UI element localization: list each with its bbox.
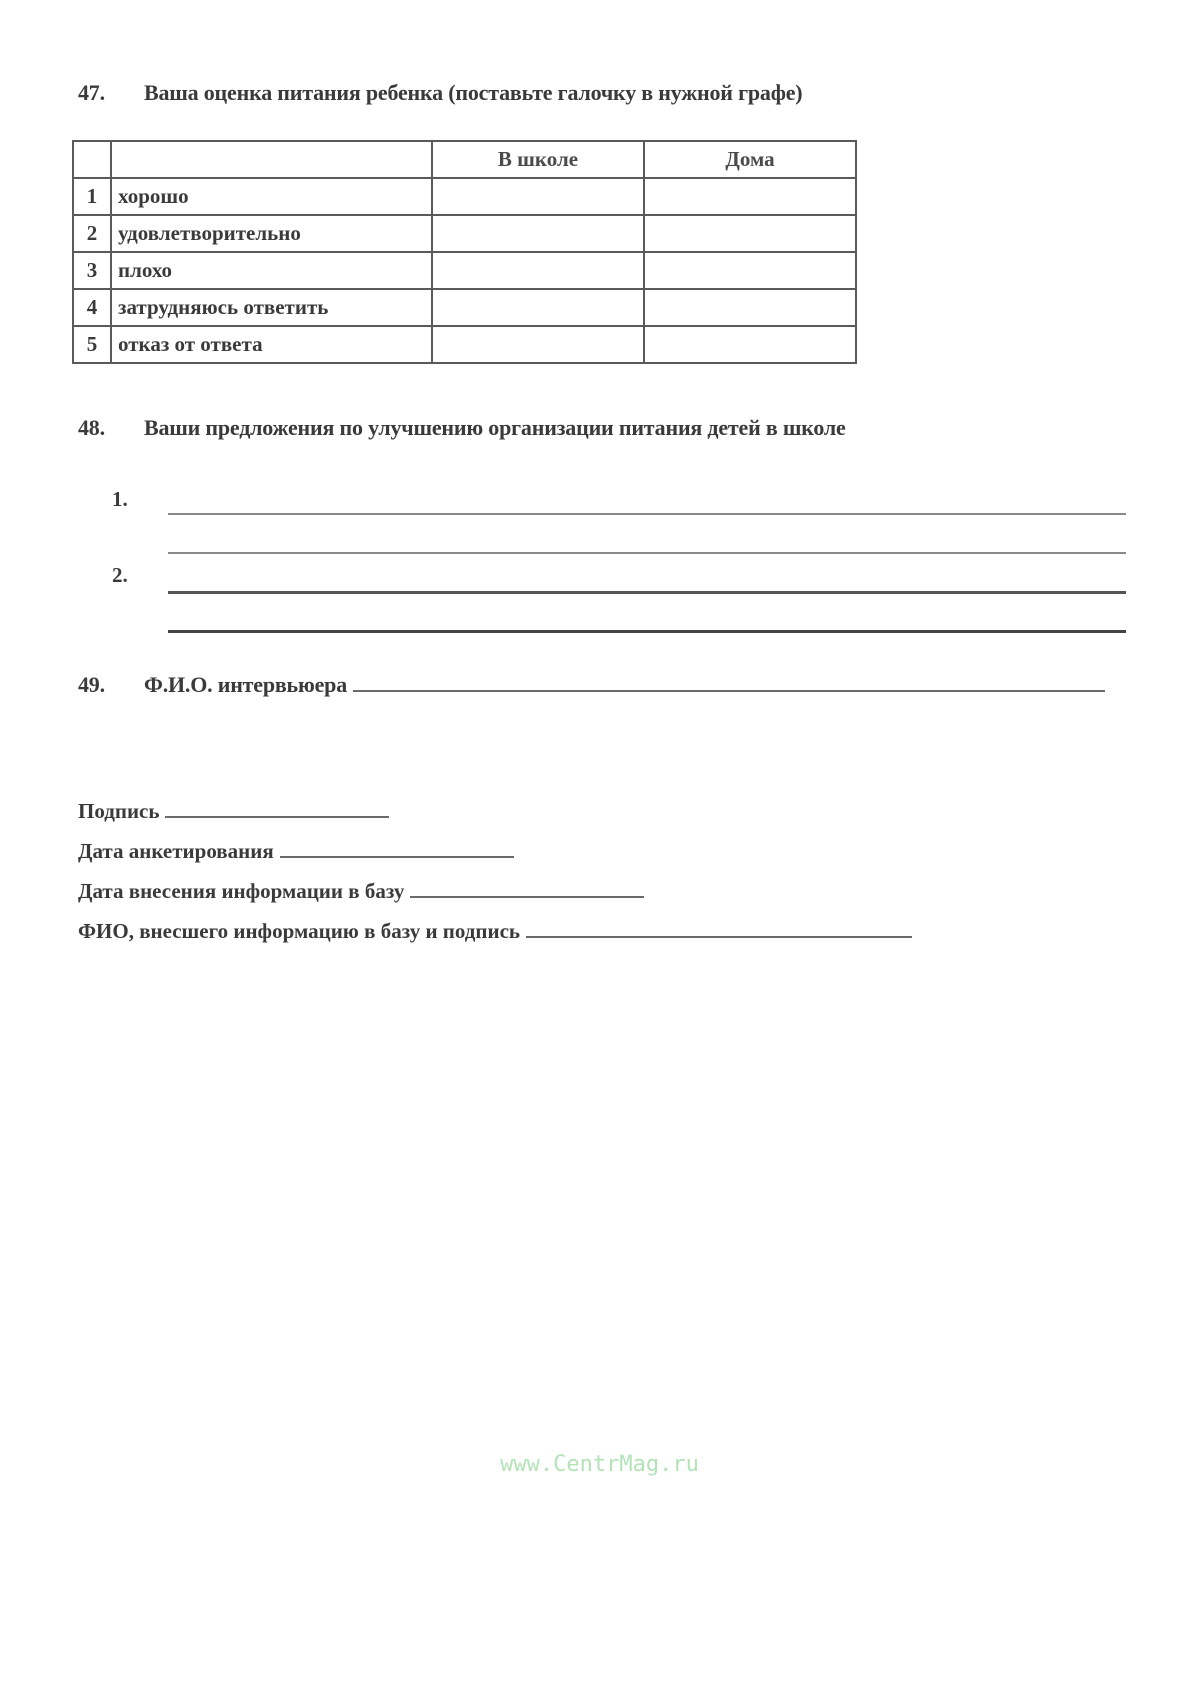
checkbox-cell-school[interactable] bbox=[432, 326, 644, 363]
survey-date-label: Дата анкетирования bbox=[78, 839, 274, 863]
watermark: www.CentrMag.ru bbox=[500, 1452, 699, 1477]
signature-label: Подпись bbox=[78, 799, 160, 823]
row-number: 4 bbox=[73, 289, 111, 326]
entry-date-label: Дата внесения информации в базу bbox=[78, 879, 405, 903]
header-num bbox=[73, 141, 111, 178]
row-number: 2 bbox=[73, 215, 111, 252]
interviewer-name-field[interactable] bbox=[353, 672, 1105, 692]
suggestion-1-line-1[interactable] bbox=[168, 513, 1126, 515]
suggestion-2-line-2[interactable] bbox=[168, 630, 1126, 633]
signature-row bbox=[78, 798, 389, 824]
checkbox-cell-school[interactable] bbox=[432, 178, 644, 215]
table-row bbox=[73, 215, 856, 252]
table-header-row bbox=[73, 141, 856, 178]
row-number: 5 bbox=[73, 326, 111, 363]
table-row bbox=[73, 178, 856, 215]
question-text: Ваша оценка питания ребенка (поставьте галочку в нужной графе) bbox=[144, 80, 803, 105]
suggestion-1-line-2[interactable] bbox=[168, 552, 1126, 554]
question-47-heading bbox=[78, 80, 802, 106]
entered-by-field[interactable] bbox=[526, 918, 912, 938]
entry-date-field[interactable] bbox=[410, 878, 644, 898]
header-at-home: Дома bbox=[644, 141, 856, 178]
question-number: 49. bbox=[78, 672, 105, 697]
row-number: 3 bbox=[73, 252, 111, 289]
question-text: Ваши предложения по улучшению организации питания детей в школе bbox=[144, 415, 846, 440]
entered-by-row bbox=[78, 918, 912, 944]
row-number: 1 bbox=[73, 178, 111, 215]
checkbox-cell-home[interactable] bbox=[644, 215, 856, 252]
question-49-heading bbox=[78, 672, 1105, 698]
question-number: 47. bbox=[78, 80, 105, 105]
checkbox-cell-home[interactable] bbox=[644, 252, 856, 289]
entry-date-row bbox=[78, 878, 644, 904]
checkbox-cell-home[interactable] bbox=[644, 178, 856, 215]
checkbox-cell-school[interactable] bbox=[432, 289, 644, 326]
question-number: 48. bbox=[78, 415, 105, 440]
signature-field[interactable] bbox=[165, 798, 389, 818]
checkbox-cell-home[interactable] bbox=[644, 326, 856, 363]
row-label: затрудняюсь ответить bbox=[111, 289, 432, 326]
header-at-school: В школе bbox=[432, 141, 644, 178]
checkbox-cell-home[interactable] bbox=[644, 289, 856, 326]
row-label: плохо bbox=[111, 252, 432, 289]
survey-date-row bbox=[78, 838, 514, 864]
suggestion-number: 1. bbox=[112, 487, 128, 511]
table-row bbox=[73, 289, 856, 326]
table-row bbox=[73, 326, 856, 363]
checkbox-cell-school[interactable] bbox=[432, 252, 644, 289]
suggestion-2-line-1[interactable] bbox=[168, 591, 1126, 594]
row-label: хорошо bbox=[111, 178, 432, 215]
row-label: удовлетворительно bbox=[111, 215, 432, 252]
question-48-heading bbox=[78, 415, 846, 441]
question-text: Ф.И.О. интервьюера bbox=[144, 672, 348, 697]
nutrition-rating-table bbox=[72, 140, 857, 364]
survey-date-field[interactable] bbox=[280, 838, 514, 858]
row-label: отказ от ответа bbox=[111, 326, 432, 363]
entered-by-label: ФИО, внесшего информацию в базу и подпись bbox=[78, 919, 521, 943]
suggestion-number: 2. bbox=[112, 563, 128, 587]
checkbox-cell-school[interactable] bbox=[432, 215, 644, 252]
header-label bbox=[111, 141, 432, 178]
table-row bbox=[73, 252, 856, 289]
